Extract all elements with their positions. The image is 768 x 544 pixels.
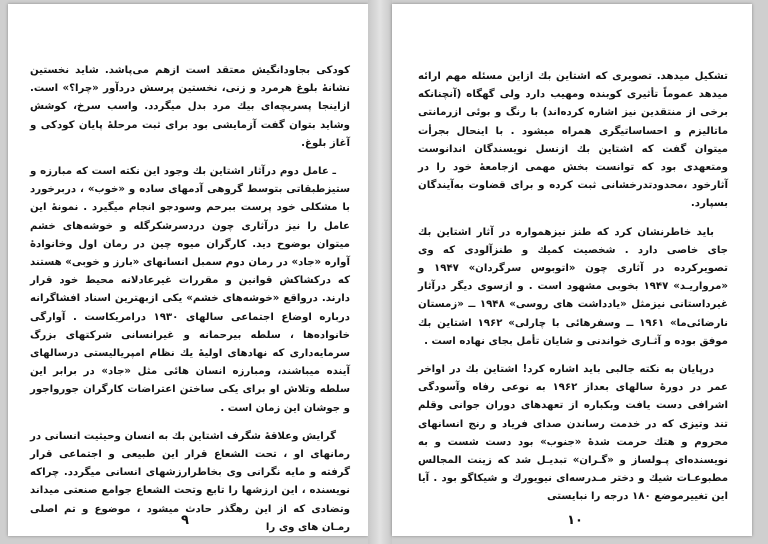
right-paragraph-1: تشکیل میدهد. تصویری که اشتاین بك ازاین مسئله مهم ارائه میدهد عموماً تأثیری کوبنده ومهیب دارد ولی گهگاه (آنچنانکه برخی از منتقدین نیز اشاره کرده‌اند) با رنگ و بوئی ازرمانتی ماتالیزم و احساساتیگری همراه میشود . با اینحال بجرأت میتوان گفت که اشتاین بك ازنسل نویسندگان اندانوست ومتعهدی بود که توانست بخش مهمی ازجامعهٔ خود را در آثارخود ،محدودتدرخشانی ثبت کرده و برای قضاوت به‌آیندگان بسپارد.: [418, 71, 728, 210]
right-paragraph-2: باید خاطرنشان کرد که طنز نیزهمواره در آثار اشتاین بك جای خاصی دارد . شخصیت کمیك و طنزآلودی که وی تصویرکرده در آثاری چون «اتوبوس سرگردان» ۱۹۴۷ و «مرواریـد» ۱۹۴۷ بخوبی مشهود است . و ازسوی دیگر درآثار غیرداستانی نیزمثل «یادداشت‌ های روسی» ۱۹۴۸ ــ «زمستان نارضائی‌ما» ۱۹۶۱ ــ وسفرهائی با چارلی» ۱۹۶۲ اشتاین بك موفق بوده و آثـاری خواندنی و شایان تأمل بجای نهاده است .: [418, 226, 728, 347]
right-page-number: ۱۰: [567, 513, 583, 528]
right-page-text: [418, 68, 728, 506]
right-page: [392, 4, 752, 536]
book-gutter: [368, 0, 392, 544]
right-paragraph-3: درپایان به نکته جالبی باید اشاره کرد! اشتاین بك در اواخر عمر در دورهٔ سالهای بعداز ۱۹۶۲ به نوعی رفاه وآسودگی اشرافی دست یافت وبکباره از تعهدهای دوران جوانی وقلم تند وتیزی که در خدمت رساندن صدای فریاد و رنج انسانهای محروم و هتك حرمت شدهٔ «جنوب» بود دست شست و به نویسنده‌ای پـولساز و «گـران» تبدیـل شد که زینت المجالس مطبوعـات شیك و دختر مـدرسه‌ای نیویورك و شیکاگو بود . آیا این تغییرموضع ۱۸۰ درجه را نبایستی: [418, 364, 729, 503]
left-page-text: [30, 62, 351, 533]
left-paragraph-2: ـ عامل دوم درآثار اشتاین بك وجود این نکته است که مبارزه و ستیزطبقاتی بتوسط گروهی آدمهای ساده و «خوب» ، دربرخورد با مشکلی خود پرست ببرحم وسودجو انجام میگیرد . نمونهٔ این عامل را نیز درآثاری چون دردسرشکرگله و خوشه‌های خشم میتوان بوضوح دید. کارگران میوه چین در رمان اول وخانوادهٔ آواره «جاد» در رمان دوم سمبل انسانهای «بارز و خوبی» هستند که درکشاکش قوانین و مقررات غیرعادلانه محیط خود قرار دارند. درواقع «خوشه‌های خشم» یکی ازبهترین اسناد افشاگرانه درباره اوضاع اجتماعی سالهای ۱۹۳۰ درامریکاست . آوارگی خانواده‌ها ، سلطه بیرحمانه و غیرانسانی شرکتهای بزرگ سرمایه‌داری که نهادهای اولیهٔ یك نظام امپریالیستی درسالهای آینده میباشند، ومبارزه انسان هائی مثل «جاد» در برابر این سلطه وتلاش او برای یکی ساختن اعتراضات کارگران جورواجور و جوشان این زمان است .: [30, 166, 351, 414]
left-paragraph-3: گرایش وعلاقهٔ شگرف اشتاین بك به انسان وحیثیت انسانی در رمانهای او ، تحت الشعاع قرار این طبیعی و اجتماعی قرار گرفته و مایه نگرانی وی بخاطرارزشهای انسانی میگردد. چراکه نویسنده ، این ارزشها را تابع وتحت الشعاع جوامع صنعتی میداند وتضادی که از این رهگذر حادث میشود ، موضوع و تم اصلی رمـان های وی را: [30, 430, 350, 533]
left-page: [8, 4, 368, 536]
left-page-number: ۹: [181, 513, 189, 528]
left-paragraph-1: کودکی بجاودانگیش معتقد است ازهم می‌پاشد. شاید نخستین نشانهٔ بلوغ هرمرد و زنی، نخستین پرسش دردآور «چرا؟» است. ازاینجا پسربچه‌ای بیك مرد بدل میگردد. واسب سرخ، کوشش وشاید بتوان گفت آزمایشی بود برای ثبت مرحلهٔ پایان کودکی و آغاز بلوغ.: [30, 65, 350, 149]
